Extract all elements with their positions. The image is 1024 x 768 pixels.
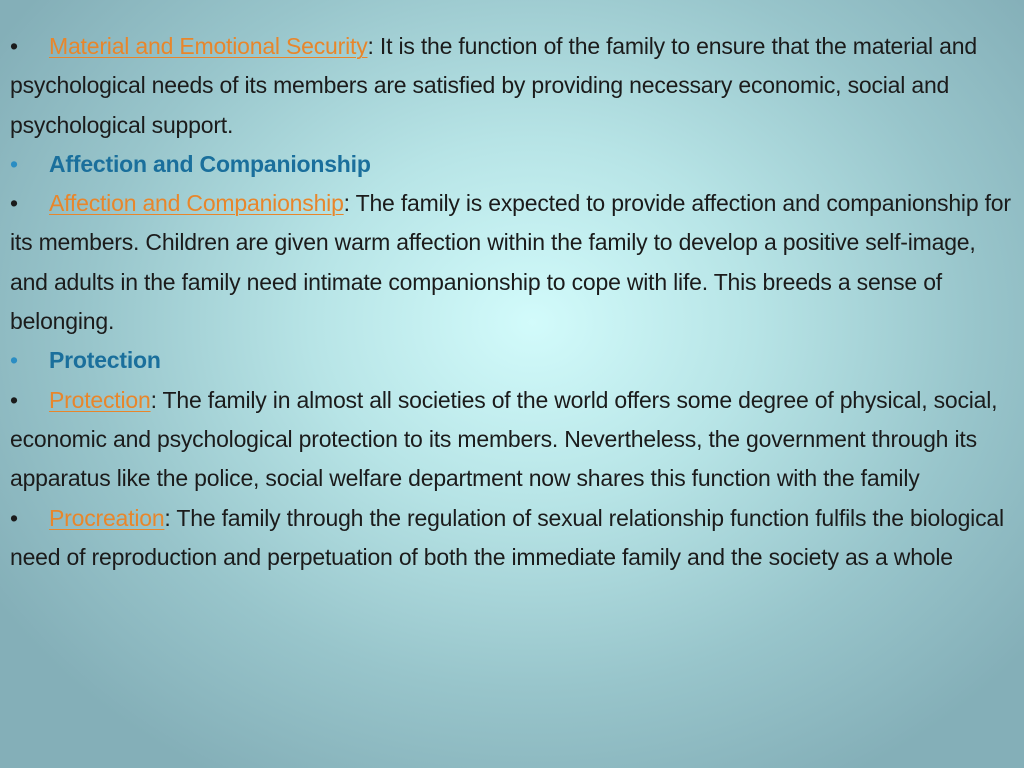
bullet-icon: • bbox=[10, 504, 18, 531]
bullet-body-text: : The family through the regulation of sexual relationship function fulfils the biological need of reproduction and perpetuation of both the immediate family and the society as a whole bbox=[10, 504, 1004, 570]
heading-protection bbox=[10, 341, 1015, 380]
heading-affection-companionship bbox=[10, 145, 1015, 184]
section-heading: Protection bbox=[49, 347, 161, 374]
bullet-procreation bbox=[10, 499, 1015, 578]
bullet-protection bbox=[10, 381, 1015, 499]
term-link-affection-companionship[interactable]: Affection and Companionship bbox=[49, 190, 344, 217]
bullet-icon: • bbox=[10, 347, 18, 374]
bullet-body-text: : It is the function of the family to ensure that the material and psychological needs of its members are satisfied by providing necessary economic, social and psychological support. bbox=[10, 33, 977, 138]
bullet-icon: • bbox=[10, 33, 18, 59]
bullet-affection-companionship bbox=[10, 184, 1015, 341]
term-link-material-emotional-security[interactable]: Material and Emotional Security bbox=[49, 33, 368, 59]
bullet-material-emotional-security bbox=[10, 27, 1015, 145]
slide-content bbox=[10, 27, 1015, 577]
bullet-body-text: : The family is expected to provide affection and companionship for its members. Children are given warm affection within the family to develop a positive self-image, and adults in the family need intimate companionship to cope with life. This breeds a sense of belonging. bbox=[10, 190, 1011, 335]
bullet-icon: • bbox=[10, 150, 18, 177]
bullet-body-text: : The family in almost all societies of the world offers some degree of physical, social, economic and psychological protection to its members. Nevertheless, the government through its apparatus like the police, social welfare department now shares this function with the family bbox=[10, 386, 998, 492]
bullet-icon: • bbox=[10, 386, 18, 413]
term-link-protection[interactable]: Protection bbox=[49, 386, 151, 413]
term-link-procreation[interactable]: Procreation bbox=[49, 504, 165, 531]
section-heading: Affection and Companionship bbox=[49, 150, 371, 177]
bullet-icon: • bbox=[10, 190, 18, 217]
